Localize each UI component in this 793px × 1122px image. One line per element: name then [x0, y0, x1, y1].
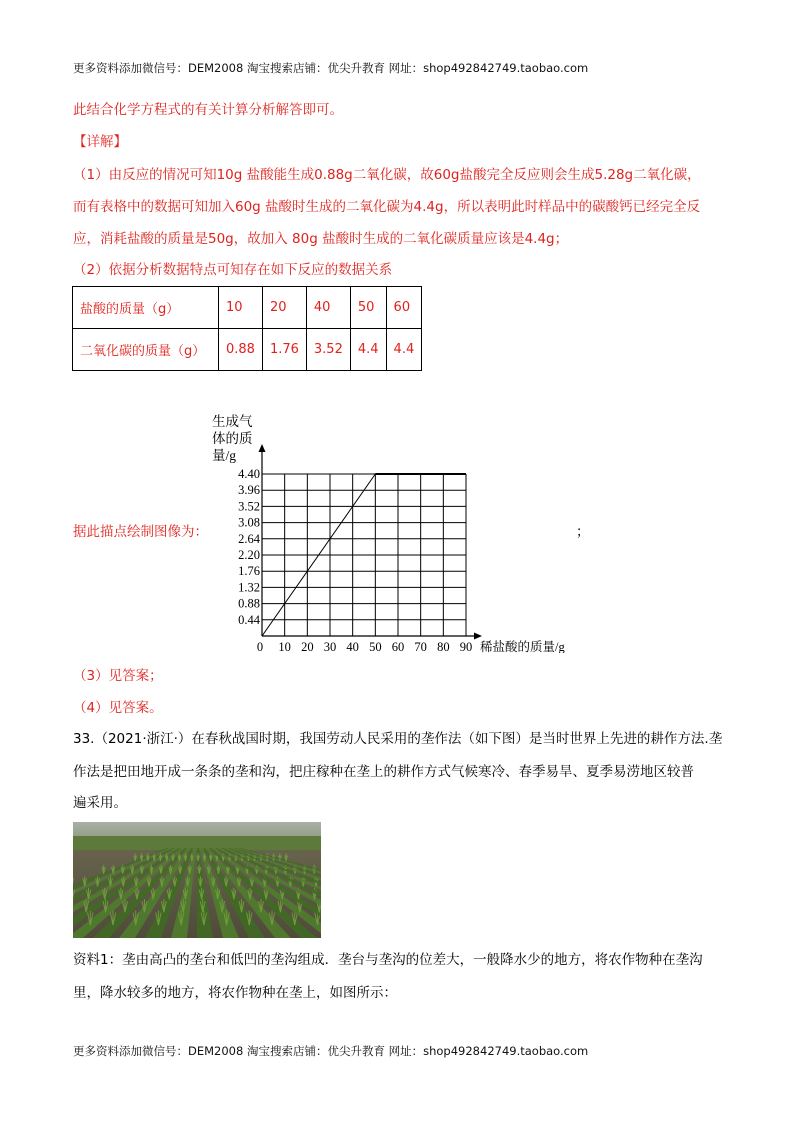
- q33-line2: 作法是把田地开成一条条的垄和沟，把庄稼种在垄上的耕作方式气候寒冷、春季易旱、夏季易涝地区较普: [73, 764, 694, 780]
- res1-line1: 资料1：垄由高凸的垄台和低凹的垄沟组成．垄台与垄沟的位差大，一般降水少的地方，将农作物种在垄沟: [73, 952, 703, 968]
- table-cell: 40: [306, 287, 350, 329]
- x-tick-label: 80: [437, 640, 450, 653]
- x-tick-label: 30: [323, 640, 337, 653]
- y-tick-label: 4.40: [238, 467, 260, 481]
- table-row: [73, 287, 422, 329]
- q33-line1: 33.（2021·浙江·）在春秋战国时期，我国劳动人民采用的垄作法（如下图）是当时世界上先进的耕作方法.垄: [73, 731, 723, 747]
- x-tick-label: 50: [369, 640, 382, 653]
- table-cell: 0.88: [219, 329, 263, 371]
- table-cell-label: 二氧化碳的质量（g）: [73, 329, 219, 371]
- x-tick-label: 40: [346, 640, 359, 653]
- table-cell: 20: [262, 287, 306, 329]
- y-axis-arrow: [259, 444, 266, 452]
- table-cell: 50: [350, 287, 386, 329]
- y-axis-label: 量/g: [212, 448, 237, 463]
- field-photo: [73, 822, 321, 938]
- part1-line1: （1）由反应的情况可知10g 盐酸能生成0.88g二氧化碳，故60g盐酸完全反应则会生成5.28g二氧化碳，: [73, 167, 701, 183]
- table-cell: 4.4: [386, 329, 422, 371]
- page-header: 更多资料添加微信号：DEM2008 淘宝搜索店铺：优尖升教育 网址：shop492842749.taobao.com: [73, 61, 589, 75]
- table-cell: 4.4: [350, 329, 386, 371]
- x-tick-label: 70: [414, 640, 427, 653]
- x-axis-label: 稀盐酸的质量/g: [480, 640, 565, 653]
- x-tick-label: 10: [278, 640, 291, 653]
- intro-line: 此结合化学方程式的有关计算分析解答即可。: [73, 102, 343, 118]
- chart-grid: [262, 474, 466, 636]
- plot-intro: 据此描点绘制图像为：: [73, 524, 208, 540]
- y-axis-label: 生成气: [212, 414, 253, 429]
- table-row: [73, 329, 422, 371]
- y-tick-label: 1.76: [238, 564, 260, 579]
- part3: （3）见答案；: [73, 668, 163, 684]
- page-footer: 更多资料添加微信号：DEM2008 淘宝搜索店铺：优尖升教育 网址：shop492842749.taobao.com: [73, 1044, 589, 1058]
- data-table: [72, 286, 422, 371]
- part1-line3: 应，消耗盐酸的质量是50g，故加入 80g 盐酸时生成的二氧化碳质量应该是4.4g；: [73, 231, 569, 247]
- detail-heading: 【详解】: [73, 134, 127, 150]
- y-tick-label: 2.64: [238, 531, 260, 546]
- table-cell: 10: [219, 287, 263, 329]
- origin-label: 0: [256, 640, 264, 653]
- mass-chart: [200, 408, 590, 653]
- table-cell: 1.76: [262, 329, 306, 371]
- y-axis-label: 体的质: [212, 431, 253, 446]
- x-axis-arrow: [474, 633, 482, 640]
- table-cell-label: 盐酸的质量（g）: [73, 287, 219, 329]
- plot-end: ；: [576, 524, 590, 540]
- y-tick-label: 0.44: [238, 612, 260, 627]
- x-tick-label: 60: [391, 640, 405, 653]
- y-tick-label: 2.20: [238, 548, 260, 562]
- y-tick-label: 3.96: [238, 483, 260, 498]
- x-tick-label: 90: [459, 640, 473, 653]
- part1-line2: 而有表格中的数据可知加入60g 盐酸时生成的二氧化碳为4.4g，所以表明此时样品中的碳酸钙已经完全反: [73, 199, 701, 215]
- y-tick-label: 0.88: [238, 596, 260, 611]
- q33-line3: 遍采用。: [73, 795, 127, 811]
- y-tick-label: 3.52: [238, 499, 260, 514]
- part2-line: （2）依据分析数据特点可知存在如下反应的数据关系: [73, 262, 393, 278]
- table-cell: 3.52: [306, 329, 350, 371]
- y-tick-label: 3.08: [238, 515, 260, 530]
- chart-labels: [212, 413, 565, 653]
- part4: （4）见答案。: [73, 700, 163, 716]
- x-tick-label: 20: [301, 640, 314, 653]
- y-tick-label: 1.32: [238, 580, 260, 595]
- field-photo-icon: [73, 822, 321, 938]
- table-cell: 60: [386, 287, 422, 329]
- res1-line2: 里，降水较多的地方，将农作物种在垄上，如图所示：: [73, 985, 397, 1001]
